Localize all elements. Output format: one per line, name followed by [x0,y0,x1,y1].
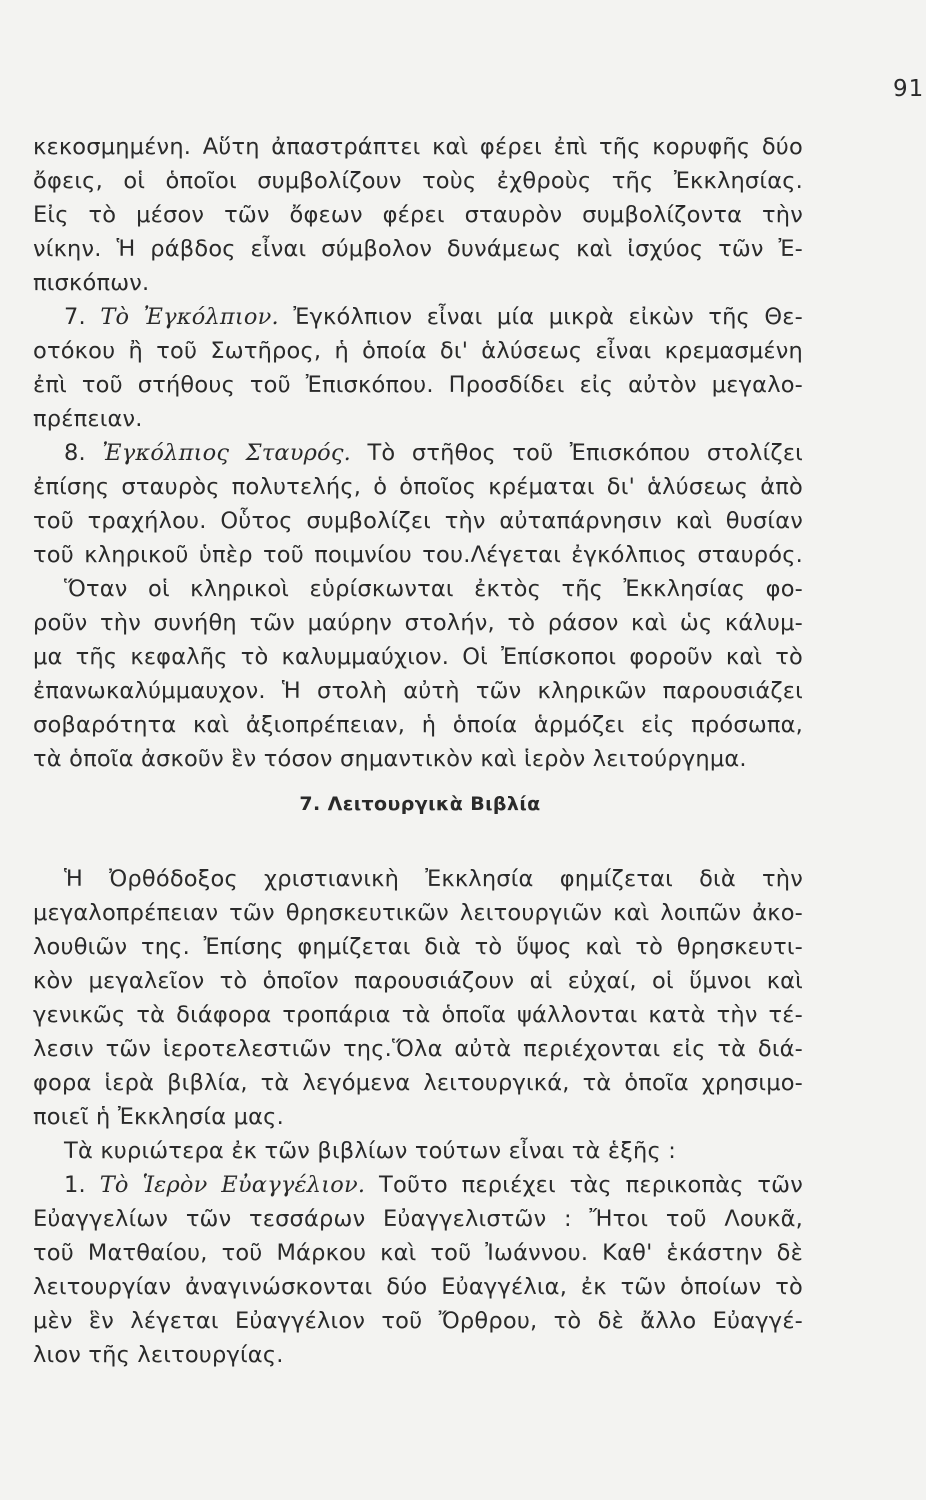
item-title: Ἐγκόλπιος Σταυρός. [102,440,351,466]
text-line: ροῦν τὴν συνήθη τῶν μαύρην στολήν, τὸ ράσον καὶ ὡς κάλυμ- [33,610,803,636]
section-heading: 7. Λειτουργικὰ Βιβλία [299,793,541,815]
text-line: ποιεῖ ἡ Ἐκκλησία μας. [33,1104,284,1130]
text-line: σοβαρότητα καὶ ἀξιοπρέπειαν, ἡ ὁποία ἁρμόζει εἰς πρόσωπα, [33,712,803,738]
text-line: ἐπὶ τοῦ στήθους τοῦ Ἐπισκόπου. Προσδίδει εἰς αὐτὸν μεγαλο- [33,372,803,398]
text-line: Ὅταν οἱ κληρικοὶ εὑρίσκωνται ἐκτὸς τῆς Ἐκκλησίας φο- [64,576,803,602]
item-number: 8. [64,440,86,466]
text-line: τοῦ τραχήλου. Οὗτος συμβολίζει τὴν αὐταπάρνησιν καὶ θυσίαν [33,508,803,534]
text-line: τοῦ κληρικοῦ ὑπὲρ τοῦ ποιμνίου του.Λέγεται ἐγκόλπιος σταυρός. [33,542,803,568]
item-number: 1. [64,1172,86,1198]
text-line: ὄφεις, οἱ ὁποῖοι συμβολίζουν τοὺς ἐχθροὺς τῆς Ἐκκλησίας. [33,168,803,194]
text-line: λειτουργίαν ἀναγινώσκονται δύο Εὐαγγέλια, ἐκ τῶν ὁποίων τὸ [33,1274,803,1300]
text-line: Εἰς τὸ μέσον τῶν ὄφεων φέρει σταυρὸν συμβολίζοντα τὴν [33,202,803,228]
text-line: τοῦ Ματθαίου, τοῦ Μάρκου καὶ τοῦ Ἰωάννου. Καθ' ἑκάστην δὲ [33,1240,803,1266]
paragraph-block-vestments [33,130,803,776]
paragraph-block-liturgical-books [33,862,803,1372]
text-line: ἐπίσης σταυρὸς πολυτελής, ὁ ὁποῖος κρέμαται δι' ἁλύσεως ἀπὸ [33,474,803,500]
item-title: Τὸ Ἱερὸν Εὐαγγέλιον. [99,1172,366,1198]
text-line: κὸν μεγαλεῖον τὸ ὁποῖον παρουσιάζουν αἱ εὐχαί, οἱ ὕμνοι καὶ [33,968,803,994]
text-line: κεκοσμημένη. Αὕτη ἀπαστράπτει καὶ φέρει ἐπὶ τῆς κορυφῆς δύο [33,134,803,160]
text-line: μα τῆς κεφαλῆς τὸ καλυμμαύχιον. Οἱ Ἐπίσκοποι φοροῦν καὶ τὸ [33,644,803,670]
text-line-item-7: 7. Τὸ Ἐγκόλπιον. Ἐγκόλπιον εἶναι μία μικρὰ εἰκὼν τῆς Θε- [64,304,803,330]
text-line: λεσιν τῶν ἱεροτελεστιῶν της.Ὅλα αὐτὰ περιέχονται εἰς τὰ διά- [33,1036,803,1062]
text-line: πρέπειαν. [33,406,143,432]
text-line: μεγαλοπρέπειαν τῶν θρησκευτικῶν λειτουργιῶν καὶ λοιπῶν ἀκο- [33,900,803,926]
text-line: οτόκου ἢ τοῦ Σωτῆρος, ἡ ὁποία δι' ἁλύσεως εἶναι κρεμασμένη [33,338,803,364]
text-line: Ἡ Ὀρθόδοξος χριστιανικὴ Ἐκκλησία φημίζεται διὰ τὴν [64,866,803,892]
text-line: νίκην. Ἡ ράβδος εἶναι σύμβολον δυνάμεως καὶ ἰσχύος τῶν Ἐ- [33,236,803,262]
text-line-item-8: 8. Ἐγκόλπιος Σταυρός. Τὸ στῆθος τοῦ Ἐπισκόπου στολίζει [64,440,803,466]
text-line: Εὐαγγελίων τῶν τεσσάρων Εὐαγγελιστῶν : Ἤτοι τοῦ Λουκᾶ, [33,1206,803,1232]
item-number: 7. [64,304,86,330]
item-title: Τὸ Ἐγκόλπιον. [100,304,279,330]
text-line: λουθιῶν της. Ἐπίσης φημίζεται διὰ τὸ ὕψος καὶ τὸ θρησκευτι- [33,934,803,960]
text-line: τὰ ὁποῖα ἀσκοῦν ἓν τόσον σημαντικὸν καὶ ἱερὸν λειτούργημα. [33,746,747,772]
text-line: γενικῶς τὰ διάφορα τροπάρια τὰ ὁποῖα ψάλλονται κατὰ τὴν τέ- [33,1002,803,1028]
text-line: μὲν ἓν λέγεται Εὐαγγέλιον τοῦ Ὄρθρου, τὸ δὲ ἄλλο Εὐαγγέ- [33,1308,803,1334]
text-line: φορα ἱερὰ βιβλία, τὰ λεγόμενα λειτουργικά, τὰ ὁποῖα χρησιμο- [33,1070,803,1096]
text-line: πισκόπων. [33,270,150,296]
text-line: ἐπανωκαλύμμαυχον. Ἡ στολὴ αὐτὴ τῶν κληρικῶν παρουσιάζει [33,678,803,704]
page-number: 91 [893,76,925,102]
text-line: λιον τῆς λειτουργίας. [33,1342,284,1368]
text-line: Τὰ κυριώτερα ἐκ τῶν βιβλίων τούτων εἶναι τὰ ἑξῆς : [64,1138,677,1164]
text-line-item-1: 1. Τὸ Ἱερὸν Εὐαγγέλιον. Τοῦτο περιέχει τὰς περικοπὰς τῶν [64,1172,803,1198]
